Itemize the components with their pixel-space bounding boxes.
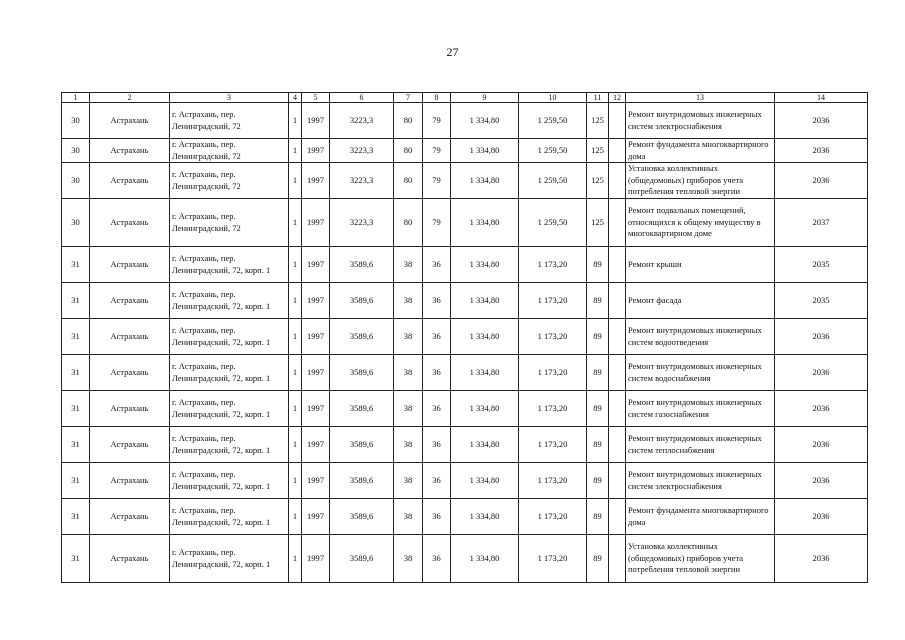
table-cell-col-13: Ремонт фундамента многоквартирного дома <box>626 139 775 163</box>
table-row <box>62 355 868 391</box>
table-cell-col-4: 1 <box>289 319 302 355</box>
table-cell-col-6: 3223,3 <box>330 139 394 163</box>
table-cell-col-4: 1 <box>289 247 302 283</box>
table-cell-col-4: 1 <box>289 535 302 583</box>
table-cell-col-9: 1 334,80 <box>451 103 519 139</box>
table-cell-col-8: 36 <box>423 283 451 319</box>
table-row <box>62 139 868 163</box>
table-cell-col-5: 1997 <box>302 103 330 139</box>
table-cell-col-13: Ремонт внутридомовых инженерных систем теплоснабжения <box>626 427 775 463</box>
table-cell-col-7: 80 <box>394 163 423 199</box>
table-cell-col-3: г. Астрахань, пер. Ленинградский, 72 <box>170 103 289 139</box>
column-number-cell: 5 <box>302 93 330 103</box>
table-cell-col-14: 2036 <box>775 319 868 355</box>
table-cell-col-10: 1 173,20 <box>519 427 587 463</box>
table-cell-col-7: 38 <box>394 535 423 583</box>
table-cell-col-7: 80 <box>394 139 423 163</box>
table-cell-col-2: Астрахань <box>90 139 170 163</box>
table-cell-col-4: 1 <box>289 283 302 319</box>
table-cell-col-9: 1 334,80 <box>451 499 519 535</box>
table-cell-col-8: 79 <box>423 139 451 163</box>
table-cell-col-14: 2036 <box>775 535 868 583</box>
table-cell-col-13: Ремонт внутридомовых инженерных систем газоснабжения <box>626 391 775 427</box>
table-cell-col-3: г. Астрахань, пер. Ленинградский, 72, корп. 1 <box>170 319 289 355</box>
table-cell-col-3: г. Астрахань, пер. Ленинградский, 72 <box>170 199 289 247</box>
table-cell-col-5: 1997 <box>302 199 330 247</box>
page-number: 27 <box>446 45 459 59</box>
table-cell-col-9: 1 334,80 <box>451 163 519 199</box>
table-cell-col-1: 31 <box>62 463 90 499</box>
table-cell-col-13: Ремонт крыши <box>626 247 775 283</box>
table-cell-col-3: г. Астрахань, пер. Ленинградский, 72, корп. 1 <box>170 391 289 427</box>
table-cell-col-7: 80 <box>394 199 423 247</box>
table-cell-col-10: 1 259,50 <box>519 139 587 163</box>
column-number-cell: 1 <box>62 93 90 103</box>
table-cell-col-13: Ремонт фундамента многоквартирного дома <box>626 499 775 535</box>
table-row <box>62 163 868 199</box>
table-cell-col-7: 38 <box>394 283 423 319</box>
table-cell-col-2: Астрахань <box>90 499 170 535</box>
table-cell-col-9: 1 334,80 <box>451 427 519 463</box>
table-cell-col-3: г. Астрахань, пер. Ленинградский, 72, корп. 1 <box>170 535 289 583</box>
table-cell-col-2: Астрахань <box>90 463 170 499</box>
table-cell-col-2: Астрахань <box>90 535 170 583</box>
table-cell-col-1: 31 <box>62 319 90 355</box>
table-cell-col-11: 89 <box>587 355 609 391</box>
table-cell-col-8: 36 <box>423 391 451 427</box>
table-cell-col-12 <box>609 535 626 583</box>
table-cell-col-1: 30 <box>62 199 90 247</box>
table-cell-col-1: 31 <box>62 391 90 427</box>
table-cell-col-1: 30 <box>62 163 90 199</box>
table-cell-col-13: Ремонт фасада <box>626 283 775 319</box>
table-cell-col-4: 1 <box>289 163 302 199</box>
table-cell-col-2: Астрахань <box>90 319 170 355</box>
table-cell-col-10: 1 173,20 <box>519 355 587 391</box>
table-row <box>62 427 868 463</box>
table-cell-col-5: 1997 <box>302 535 330 583</box>
column-number-row <box>62 93 868 103</box>
table-cell-col-5: 1997 <box>302 463 330 499</box>
table-cell-col-10: 1 173,20 <box>519 247 587 283</box>
table-cell-col-1: 30 <box>62 139 90 163</box>
table-cell-col-8: 36 <box>423 427 451 463</box>
table-cell-col-1: 31 <box>62 427 90 463</box>
table-cell-col-6: 3589,6 <box>330 535 394 583</box>
table-cell-col-10: 1 259,50 <box>519 103 587 139</box>
table-cell-col-12 <box>609 463 626 499</box>
column-number-cell: 6 <box>330 93 394 103</box>
table-cell-col-12 <box>609 427 626 463</box>
table-cell-col-8: 36 <box>423 355 451 391</box>
column-number-cell: 10 <box>519 93 587 103</box>
table-cell-col-6: 3589,6 <box>330 247 394 283</box>
table-cell-col-2: Астрахань <box>90 247 170 283</box>
table-cell-col-11: 89 <box>587 391 609 427</box>
table-cell-col-13: Ремонт внутридомовых инженерных систем электроснабжения <box>626 103 775 139</box>
table-cell-col-2: Астрахань <box>90 103 170 139</box>
table-cell-col-12 <box>609 139 626 163</box>
table-cell-col-3: г. Астрахань, пер. Ленинградский, 72, корп. 1 <box>170 463 289 499</box>
table-cell-col-14: 2036 <box>775 139 868 163</box>
table-cell-col-14: 2035 <box>775 283 868 319</box>
table-cell-col-8: 79 <box>423 103 451 139</box>
table-row <box>62 283 868 319</box>
table-cell-col-5: 1997 <box>302 427 330 463</box>
table-cell-col-11: 89 <box>587 247 609 283</box>
table-cell-col-10: 1 173,20 <box>519 319 587 355</box>
table-cell-col-4: 1 <box>289 463 302 499</box>
table-cell-col-11: 89 <box>587 319 609 355</box>
table-cell-col-11: 125 <box>587 103 609 139</box>
table-cell-col-11: 89 <box>587 463 609 499</box>
table-cell-col-4: 1 <box>289 355 302 391</box>
table-cell-col-14: 2036 <box>775 355 868 391</box>
table-cell-col-5: 1997 <box>302 163 330 199</box>
table-cell-col-13: Ремонт внутридомовых инженерных систем водоснабжения <box>626 355 775 391</box>
table-cell-col-6: 3589,6 <box>330 427 394 463</box>
table-cell-col-6: 3223,3 <box>330 199 394 247</box>
table-cell-col-5: 1997 <box>302 139 330 163</box>
table-cell-col-10: 1 173,20 <box>519 535 587 583</box>
table-cell-col-13: Ремонт внутридомовых инженерных систем водоотведения <box>626 319 775 355</box>
table-cell-col-11: 89 <box>587 499 609 535</box>
table-cell-col-4: 1 <box>289 103 302 139</box>
table-cell-col-3: г. Астрахань, пер. Ленинградский, 72, корп. 1 <box>170 499 289 535</box>
table-cell-col-6: 3223,3 <box>330 103 394 139</box>
table-cell-col-8: 79 <box>423 199 451 247</box>
table-cell-col-7: 80 <box>394 103 423 139</box>
table-cell-col-12 <box>609 103 626 139</box>
table-cell-col-2: Астрахань <box>90 391 170 427</box>
table-cell-col-3: г. Астрахань, пер. Ленинградский, 72, корп. 1 <box>170 355 289 391</box>
table-cell-col-9: 1 334,80 <box>451 283 519 319</box>
table-cell-col-14: 2035 <box>775 247 868 283</box>
table-cell-col-7: 38 <box>394 499 423 535</box>
table-cell-col-7: 38 <box>394 391 423 427</box>
table-cell-col-5: 1997 <box>302 247 330 283</box>
table-cell-col-11: 89 <box>587 283 609 319</box>
table-cell-col-3: г. Астрахань, пер. Ленинградский, 72, корп. 1 <box>170 283 289 319</box>
table-cell-col-3: г. Астрахань, пер. Ленинградский, 72 <box>170 139 289 163</box>
table-cell-col-2: Астрахань <box>90 427 170 463</box>
table-cell-col-14: 2036 <box>775 463 868 499</box>
table-cell-col-6: 3589,6 <box>330 283 394 319</box>
table-cell-col-1: 31 <box>62 499 90 535</box>
table-cell-col-11: 125 <box>587 163 609 199</box>
table-cell-col-9: 1 334,80 <box>451 535 519 583</box>
table-cell-col-12 <box>609 319 626 355</box>
table-cell-col-6: 3589,6 <box>330 355 394 391</box>
table-cell-col-6: 3589,6 <box>330 499 394 535</box>
table-cell-col-4: 1 <box>289 391 302 427</box>
table-cell-col-2: Астрахань <box>90 199 170 247</box>
table-cell-col-5: 1997 <box>302 355 330 391</box>
column-number-cell: 2 <box>90 93 170 103</box>
table-cell-col-5: 1997 <box>302 499 330 535</box>
table-cell-col-13: Ремонт внутридомовых инженерных систем электроснабжения <box>626 463 775 499</box>
table-cell-col-8: 36 <box>423 247 451 283</box>
table-cell-col-9: 1 334,80 <box>451 463 519 499</box>
column-number-cell: 13 <box>626 93 775 103</box>
table-cell-col-12 <box>609 163 626 199</box>
table-row <box>62 535 868 583</box>
column-number-cell: 9 <box>451 93 519 103</box>
table-cell-col-10: 1 259,50 <box>519 163 587 199</box>
table-row <box>62 499 868 535</box>
table-cell-col-10: 1 173,20 <box>519 463 587 499</box>
table-cell-col-11: 125 <box>587 199 609 247</box>
table-cell-col-11: 89 <box>587 535 609 583</box>
table-cell-col-3: г. Астрахань, пер. Ленинградский, 72, корп. 1 <box>170 247 289 283</box>
column-number-cell: 14 <box>775 93 868 103</box>
table-cell-col-10: 1 173,20 <box>519 391 587 427</box>
table-cell-col-12 <box>609 199 626 247</box>
table-cell-col-3: г. Астрахань, пер. Ленинградский, 72 <box>170 163 289 199</box>
table-cell-col-14: 2036 <box>775 499 868 535</box>
table-cell-col-14: 2036 <box>775 163 868 199</box>
table-cell-col-11: 125 <box>587 139 609 163</box>
table-cell-col-12 <box>609 499 626 535</box>
table-cell-col-11: 89 <box>587 427 609 463</box>
table-cell-col-4: 1 <box>289 427 302 463</box>
table-cell-col-1: 31 <box>62 247 90 283</box>
table-cell-col-13: Установка коллективных (общедомовых) приборов учета потребления тепловой энергии <box>626 163 775 199</box>
table-cell-col-9: 1 334,80 <box>451 199 519 247</box>
table-cell-col-2: Астрахань <box>90 163 170 199</box>
table-row <box>62 103 868 139</box>
column-number-cell: 3 <box>170 93 289 103</box>
table-cell-col-14: 2036 <box>775 391 868 427</box>
table-cell-col-5: 1997 <box>302 391 330 427</box>
column-number-cell: 7 <box>394 93 423 103</box>
table-cell-col-13: Установка коллективных (общедомовых) приборов учета потребления тепловой энергии <box>626 535 775 583</box>
column-number-cell: 8 <box>423 93 451 103</box>
table-row <box>62 199 868 247</box>
table-cell-col-4: 1 <box>289 499 302 535</box>
table-cell-col-10: 1 259,50 <box>519 199 587 247</box>
table-cell-col-6: 3223,3 <box>330 163 394 199</box>
table-cell-col-10: 1 173,20 <box>519 499 587 535</box>
table-cell-col-14: 2036 <box>775 427 868 463</box>
table-row <box>62 247 868 283</box>
column-number-cell: 11 <box>587 93 609 103</box>
table-cell-col-8: 36 <box>423 535 451 583</box>
table-cell-col-7: 38 <box>394 427 423 463</box>
table-cell-col-2: Астрахань <box>90 283 170 319</box>
table-cell-col-6: 3589,6 <box>330 463 394 499</box>
table-cell-col-7: 38 <box>394 463 423 499</box>
table-cell-col-1: 30 <box>62 103 90 139</box>
table-cell-col-1: 31 <box>62 535 90 583</box>
table-cell-col-7: 38 <box>394 247 423 283</box>
table-cell-col-9: 1 334,80 <box>451 139 519 163</box>
table-cell-col-7: 38 <box>394 319 423 355</box>
column-number-cell: 12 <box>609 93 626 103</box>
table-cell-col-12 <box>609 391 626 427</box>
table-cell-col-12 <box>609 283 626 319</box>
table-row <box>62 319 868 355</box>
table-cell-col-8: 36 <box>423 463 451 499</box>
table-cell-col-1: 31 <box>62 355 90 391</box>
table-cell-col-10: 1 173,20 <box>519 283 587 319</box>
table-cell-col-12 <box>609 247 626 283</box>
register-table <box>61 92 868 583</box>
column-number-cell: 4 <box>289 93 302 103</box>
table-cell-col-2: Астрахань <box>90 355 170 391</box>
table-cell-col-8: 79 <box>423 163 451 199</box>
table-cell-col-14: 2037 <box>775 199 868 247</box>
table-cell-col-6: 3589,6 <box>330 391 394 427</box>
table-cell-col-7: 38 <box>394 355 423 391</box>
table-cell-col-4: 1 <box>289 139 302 163</box>
table-cell-col-13: Ремонт подвальных помещений, относящихся к общему имуществу в многоквартирном доме <box>626 199 775 247</box>
table-cell-col-5: 1997 <box>302 283 330 319</box>
table-cell-col-5: 1997 <box>302 319 330 355</box>
table-cell-col-14: 2036 <box>775 103 868 139</box>
table-cell-col-1: 31 <box>62 283 90 319</box>
table-row <box>62 463 868 499</box>
table-cell-col-8: 36 <box>423 499 451 535</box>
table-cell-col-9: 1 334,80 <box>451 391 519 427</box>
table-cell-col-9: 1 334,80 <box>451 247 519 283</box>
table-body <box>62 93 868 583</box>
table-cell-col-3: г. Астрахань, пер. Ленинградский, 72, корп. 1 <box>170 427 289 463</box>
table-cell-col-8: 36 <box>423 319 451 355</box>
table-cell-col-4: 1 <box>289 199 302 247</box>
table-cell-col-9: 1 334,80 <box>451 319 519 355</box>
table-cell-col-9: 1 334,80 <box>451 355 519 391</box>
table-row <box>62 391 868 427</box>
table-cell-col-6: 3589,6 <box>330 319 394 355</box>
table-cell-col-12 <box>609 355 626 391</box>
